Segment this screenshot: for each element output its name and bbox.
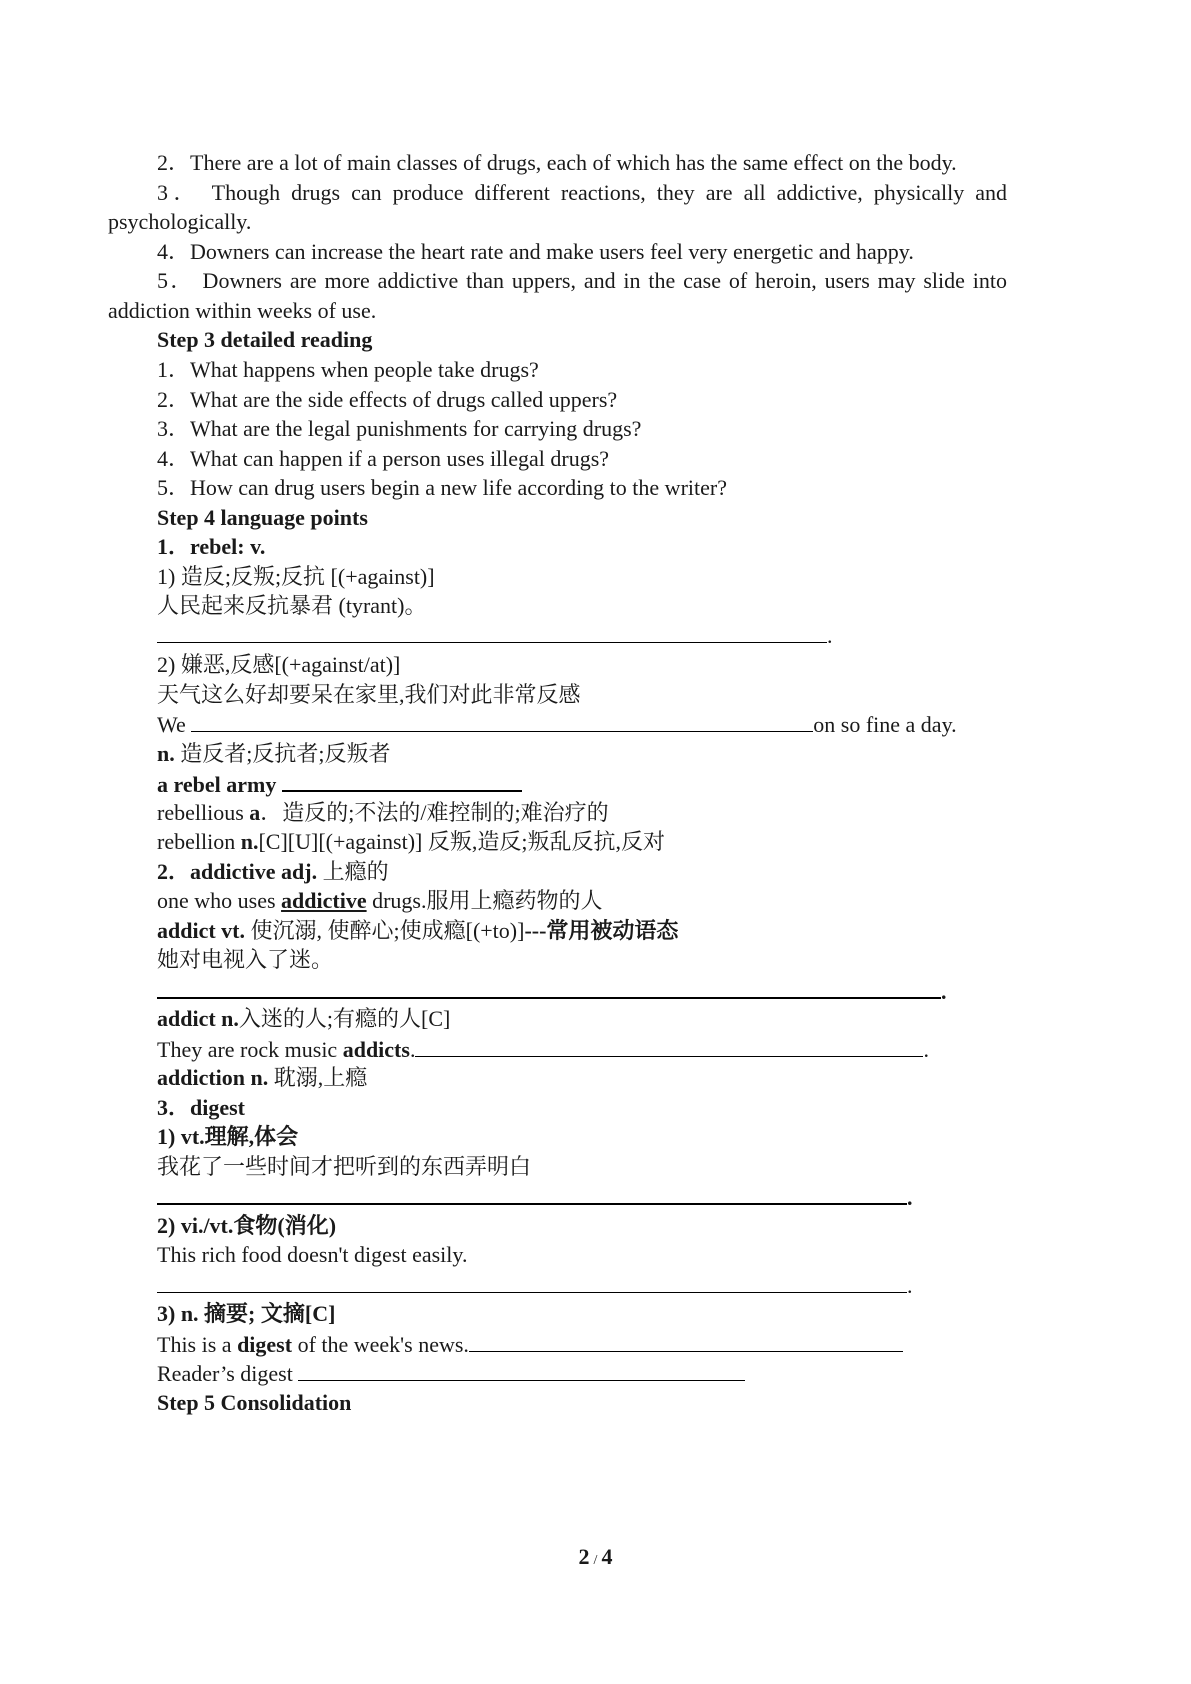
- answer-blank[interactable]: [298, 1358, 745, 1381]
- rebel-noun: n. 造反者;反抗者;反叛者: [157, 741, 391, 766]
- addictive-title: 2．addictive adj. 上瘾的: [157, 859, 389, 884]
- digest-sense2-english: This rich food doesn't digest easily.: [157, 1242, 468, 1267]
- question-1: 1．What happens when people take drugs?: [157, 357, 539, 382]
- addictive-example: one who uses addictive drugs.服用上瘾药物的人: [157, 888, 603, 913]
- addict-vt-entry: addict vt. 使沉溺, 使醉心;使成瘾[(+to)]---常用被动语态: [157, 918, 679, 943]
- rebellion-entry: rebellion n.[C][U][(+against)] 反叛,造反;叛乱反抗,反对: [157, 829, 665, 854]
- answer-blank[interactable]: [282, 768, 522, 792]
- rebel-sense1-chinese: 人民起来反抗暴君 (tyrant)。: [157, 593, 427, 618]
- step3-heading: Step 3 detailed reading: [157, 327, 373, 352]
- addiction-entry: addiction n. 耽溺,上瘾: [157, 1065, 368, 1090]
- answer-blank[interactable]: [157, 975, 941, 999]
- step5-heading: Step 5 Consolidation: [157, 1390, 352, 1415]
- answer-blank[interactable]: [157, 1181, 907, 1205]
- question-3: 3．What are the legal punishments for carrying drugs?: [157, 416, 642, 441]
- statement-5-line1: 5． Downers are more addictive than uppers, and in the case of heroin, users may slide into: [157, 268, 1007, 293]
- statement-4: 4．Downers can increase the heart rate and make users feel very energetic and happy.: [157, 239, 914, 264]
- rebel-answer-line-1[interactable]: .: [157, 620, 833, 651]
- digest-sense1: 1) vt.理解,体会: [157, 1124, 299, 1149]
- answer-blank[interactable]: [191, 709, 813, 732]
- answer-blank[interactable]: [469, 1329, 903, 1352]
- addict-vt-chinese: 她对电视入了迷。: [157, 947, 334, 972]
- digest-answer-line-2[interactable]: .: [157, 1270, 913, 1301]
- statement-5-line2: addiction within weeks of use.: [108, 298, 377, 323]
- readers-digest: Reader’s digest: [157, 1358, 745, 1389]
- answer-blank[interactable]: [157, 1270, 907, 1293]
- addicts-example: They are rock music addicts. .: [157, 1034, 929, 1065]
- rebel-sense2-sentence: We on so fine a day.: [157, 709, 957, 740]
- rebel-sense1: 1) 造反;反叛;反抗 [(+against)]: [157, 564, 435, 589]
- rebellious-entry: rebellious a．造反的;不法的/难控制的;难治疗的: [157, 800, 609, 825]
- addict-answer-line[interactable]: .: [157, 975, 947, 1007]
- digest-sense3: 3) n. 摘要; 文摘[C]: [157, 1301, 336, 1326]
- question-5: 5．How can drug users begin a new life according to the writer?: [157, 475, 727, 500]
- digest-sense2: 2) vi./vt.食物(消化): [157, 1213, 337, 1238]
- statement-3-line2: psychologically.: [108, 209, 252, 234]
- rebel-sense2: 2) 嫌恶,反感[(+against/at)]: [157, 652, 401, 677]
- question-4: 4．What can happen if a person uses illegal drugs?: [157, 446, 610, 471]
- answer-blank[interactable]: [157, 620, 827, 643]
- rebel-title: 1．rebel: v.: [157, 534, 266, 559]
- page-number: 2 / 4: [578, 1544, 613, 1569]
- digest-sense1-chinese: 我花了一些时间才把听到的东西弄明白: [157, 1154, 532, 1179]
- rebel-army: a rebel army: [157, 768, 522, 800]
- step4-heading: Step 4 language points: [157, 505, 368, 530]
- statement-3-line1: 3． Though drugs can produce different reactions, they are all addictive, physically and: [157, 180, 1007, 205]
- rebel-sense2-chinese: 天气这么好却要呆在家里,我们对此非常反感: [157, 682, 581, 707]
- answer-blank[interactable]: [415, 1034, 923, 1057]
- digest-title: 3．digest: [157, 1095, 246, 1120]
- question-2: 2．What are the side effects of drugs called uppers?: [157, 387, 618, 412]
- digest-sense3-example: This is a digest of the week's news.: [157, 1329, 903, 1360]
- statement-2: 2．There are a lot of main classes of drugs, each of which has the same effect on the body.: [157, 150, 957, 175]
- addict-n-entry: addict n.入迷的人;有瘾的人[C]: [157, 1006, 451, 1031]
- digest-answer-line-1[interactable]: .: [157, 1181, 913, 1213]
